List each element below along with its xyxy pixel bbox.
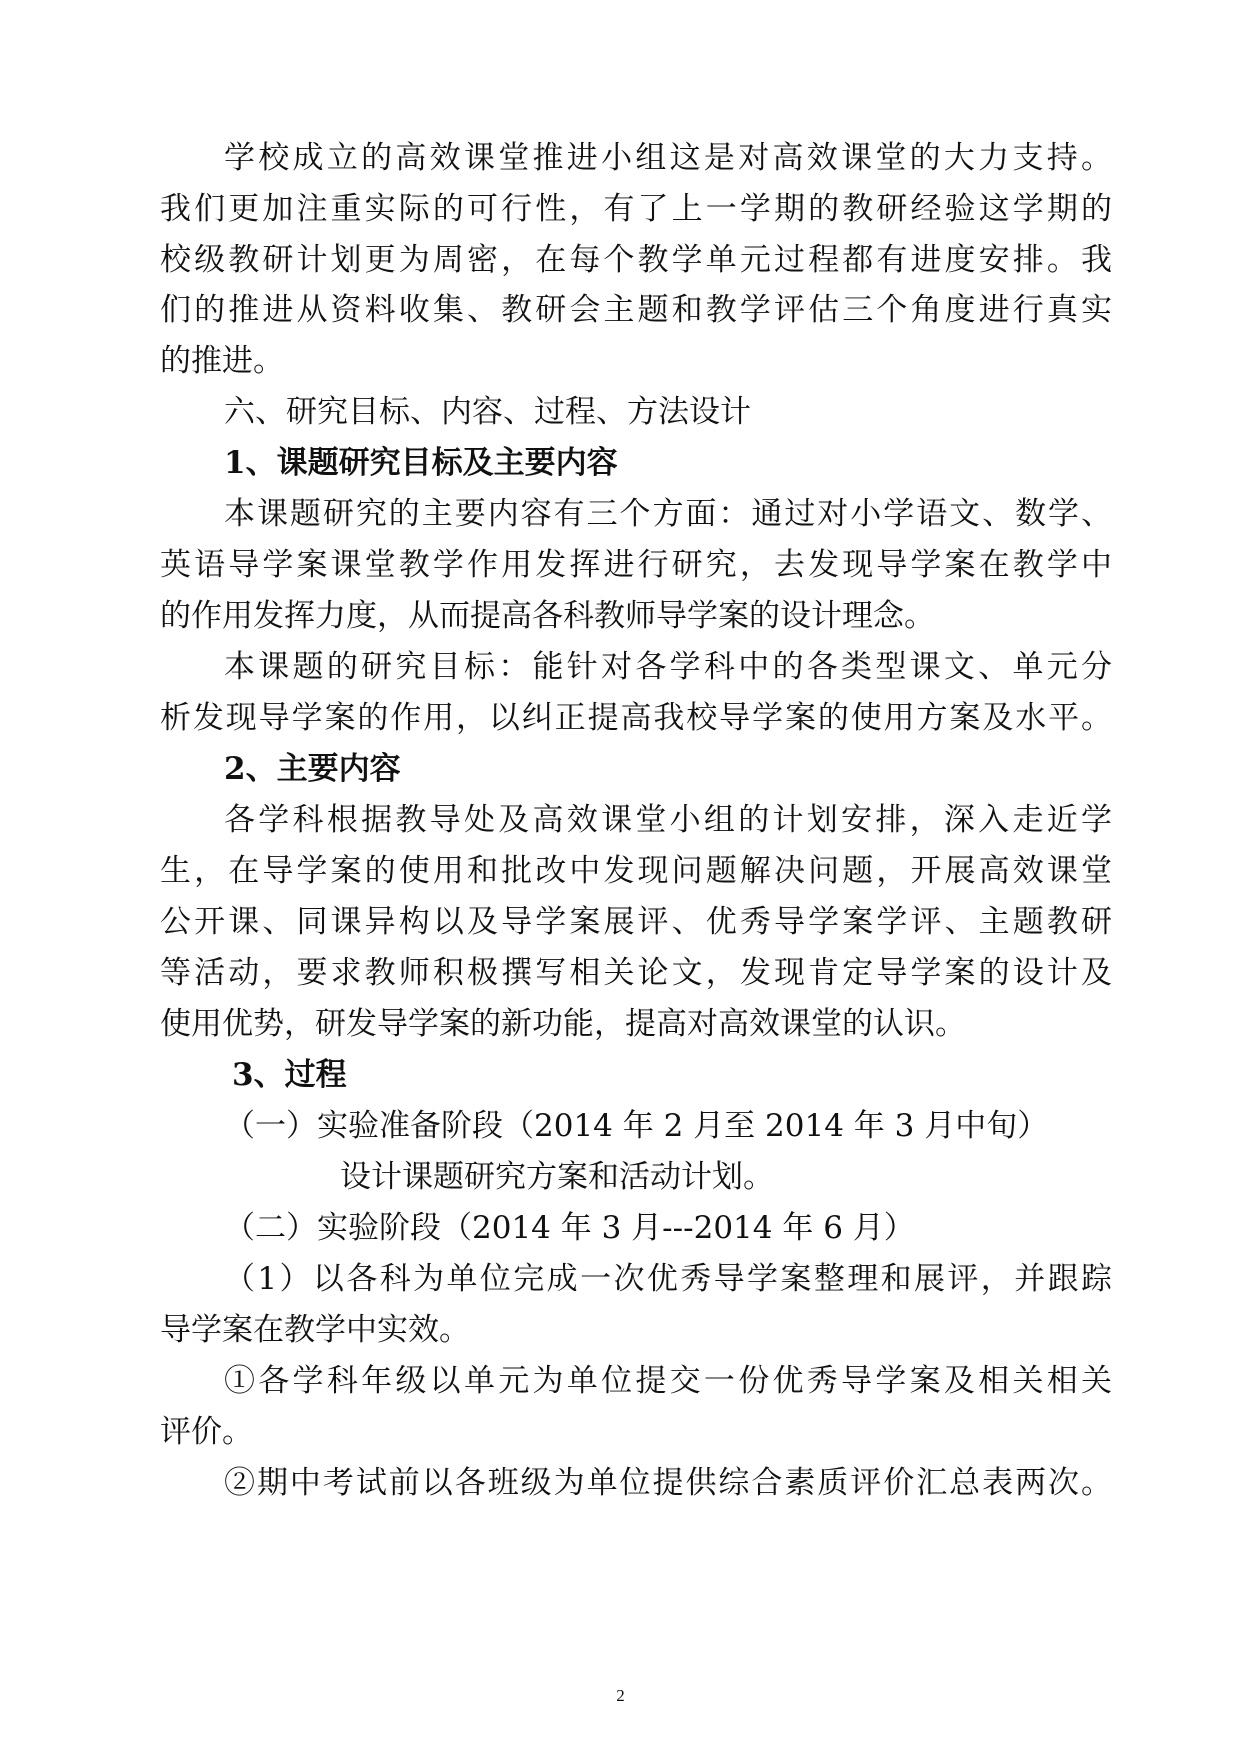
subheading-research-goals: 1、课题研究目标及主要内容 (224, 445, 618, 481)
paragraph-line: 我们更加注重实际的可行性，有了上一学期的教研经验这学期的 (160, 191, 1112, 227)
paragraph-line: （1）以各科为单位完成一次优秀导学案整理和展评，并跟踪 (224, 1261, 1112, 1297)
paragraph-line: 析发现导学案的作用，以纠正提高我校导学案的使用方案及水平。 (160, 700, 1112, 736)
paragraph-line: 评价。 (160, 1414, 253, 1450)
paragraph-line: 们的推进从资料收集、教研会主题和教学评估三个角度进行真实 (160, 292, 1112, 328)
paragraph-line: 导学案在教学中实效。 (160, 1312, 470, 1348)
paragraph-line: 等活动，要求教师积极撰写相关论文，发现肯定导学案的设计及 (160, 955, 1112, 991)
paragraph-line: 校级教研计划更为周密，在每个教学单元过程都有进度安排。我 (160, 242, 1112, 278)
paragraph-line: 的作用发挥力度，从而提高各科教师导学案的设计理念。 (160, 598, 935, 634)
subheading-main-content: 2、主要内容 (224, 751, 401, 787)
paragraph-line: 本课题的研究目标：能针对各学科中的各类型课文、单元分 (224, 649, 1112, 685)
paragraph-line: ②期中考试前以各班级为单位提供综合素质评价汇总表两次。 (224, 1465, 1112, 1501)
stage-two-title: （二）实验阶段（2014 年 3 月---2014 年 6 月） (224, 1210, 915, 1246)
section-heading-six: 六、研究目标、内容、过程、方法设计 (224, 394, 751, 430)
page-number: 2 (616, 1686, 625, 1705)
paragraph-line: 的推进。 (160, 343, 284, 379)
paragraph-line: 各学科根据教导处及高效课堂小组的计划安排，深入走近学 (224, 802, 1112, 838)
paragraph-line: 本课题研究的主要内容有三个方面：通过对小学语文、数学、 (224, 496, 1112, 532)
paragraph-line: 公开课、同课异构以及导学案展评、优秀导学案学评、主题教研 (160, 904, 1112, 940)
paragraph-line: 生，在导学案的使用和批改中发现问题解决问题，开展高效课堂 (160, 853, 1112, 889)
stage-one-detail: 设计课题研究方案和活动计划。 (340, 1159, 774, 1195)
paragraph-line: 学校成立的高效课堂推进小组这是对高效课堂的大力支持。 (224, 140, 1112, 176)
paragraph-line: 使用优势，研发导学案的新功能，提高对高效课堂的认识。 (160, 1006, 966, 1042)
subheading-process: 3、过程 (232, 1057, 347, 1093)
paragraph-line: ①各学科年级以单元为单位提交一份优秀导学案及相关相关 (224, 1363, 1112, 1399)
stage-one-title: （一）实验准备阶段（2014 年 2 月至 2014 年 3 月中旬） (224, 1108, 1049, 1144)
paragraph-line: 英语导学案课堂教学作用发挥进行研究，去发现导学案在教学中 (160, 547, 1112, 583)
